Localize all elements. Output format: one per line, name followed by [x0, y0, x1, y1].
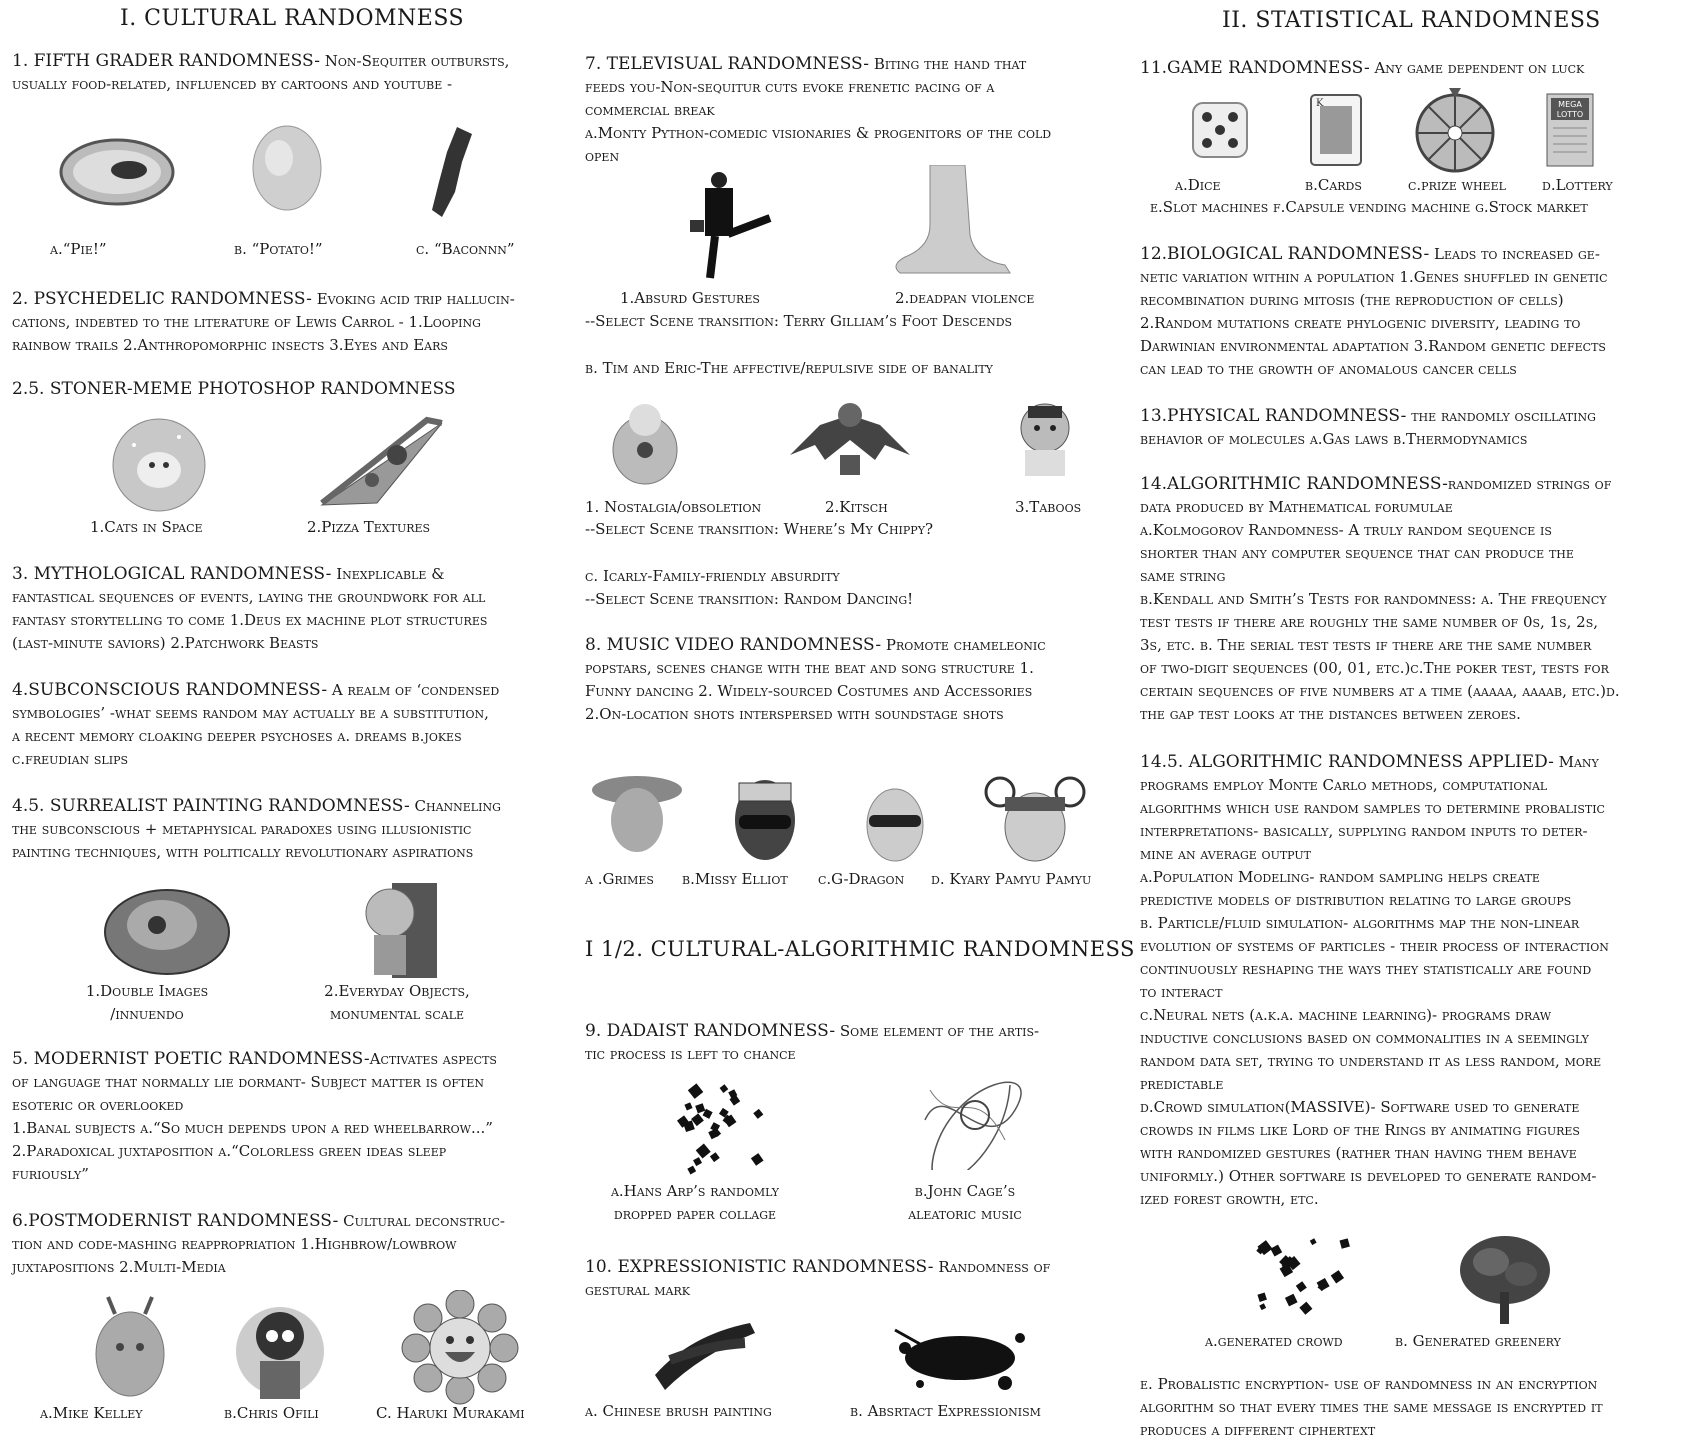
caption-generated-crowd: a.generated crowd [1205, 1332, 1343, 1350]
caption-dice: a.Dice [1175, 176, 1221, 194]
svg-text:LOTTO: LOTTO [1556, 110, 1584, 119]
caption-cats-space: 1.Cats in Space [90, 518, 203, 536]
section-postmodernist: 6.POSTMODERNIST RANDOMNESS- Cultural deconstruc- tion and code-mashing reappropriation 1.Highbrow/lowbrow juxtapositions 2.Multi-Media [12, 1211, 505, 1276]
playing-card-icon [1308, 92, 1364, 168]
mike-kelley-image [80, 1292, 180, 1402]
grimes-image [590, 770, 685, 860]
section-title: 2.5. STONER-MEME PHOTOSHOP RANDOMNESS [12, 379, 456, 399]
caption-pie: a.“Pie!” [50, 240, 107, 258]
svg-text:K: K [1316, 98, 1324, 109]
caption-mike-kelley: a.Mike Kelley [40, 1404, 143, 1422]
fragment-mark [1270, 1245, 1282, 1257]
transition-foot: --Select Scene transition: Terry Gilliam’s Foot Descends [585, 312, 1013, 330]
section-televisual: 7. TELEVISUAL RANDOMNESS- Biting the hand that feeds you-Non-sequitur cuts evoke frenetic pacing of a commercial break a.Monty Python-comedic visionaries & progenitors of the cold open [585, 54, 1052, 165]
transition-chippy: --Select Scene transition: Where’s My Chippy? [585, 520, 933, 538]
section-title: 12.BIOLOGICAL RANDOMNESS- [1140, 244, 1430, 264]
fragment-mark [751, 1153, 764, 1166]
fragment-mark [695, 1103, 705, 1113]
section-title: 8. MUSIC VIDEO RANDOMNESS- [585, 635, 882, 655]
kyary-image [975, 772, 1095, 867]
section-title: 4.SUBCONSCIOUS RANDOMNESS- [12, 680, 328, 700]
section-stoner-meme [12, 378, 560, 401]
taboos-image [1010, 398, 1080, 478]
caption-lottery: d.Lottery [1542, 176, 1613, 194]
pizza-image [317, 415, 447, 510]
caption-nostalgia: 1. Nostalgia/obsoletion [585, 498, 762, 516]
section-title: 5. MODERNIST POETIC RANDOMNESS- [12, 1049, 370, 1069]
fragment-mark [1340, 1238, 1350, 1248]
fragment-mark [696, 1144, 711, 1159]
caption-john-cage: b.John Cage’s aleatoric music [908, 1182, 1022, 1223]
missy-elliot-image [725, 775, 805, 865]
section-algorithmic-applied: 14.5. ALGORITHMIC RANDOMNESS APPLIED- Many programs employ Monte Carlo methods, computational algorithms which use random samples to determine probalistic interpretations- basically, supplying random inputs to deter- mine an average output a.Population Modeling- random sampling helps create predictive models of distribution relating to large groups b. Particle/fluid simulation- algorithms map the non-linear evolution of systems of particles - their process of interaction continuously reshaping the ways they statistically are found to interact c.Neural nets (a.k.a. machine learning)- programs draw inductive conclusions based on commonalities in a seemingly random data set, trying to understand it as less random, more predictable d.Crowd simulation(MASSIVE)- Software used to generate crowds in films like Lord of the Rings by animating figures with randomized gestures (rather than having them behave uniformly.) Other software is developed to generate random- ized forest growth, etc. [1140, 752, 1609, 1208]
brush-painting-image [650, 1315, 760, 1395]
caption-grimes: a .Grimes [585, 870, 654, 888]
section-mythological: 3. MYTHOLOGICAL RANDOMNESS- Inexplicable & fantastical sequences of events, laying the groundwork for all fantasy storytelling to come 1.Deus ex machine plot structures (last-minute saviors) 2.Patchwork Beasts [12, 564, 488, 652]
text-line: usually food-related, influenced by cartoons and youtube - [12, 75, 453, 93]
section-subconscious: 4.SUBCONSCIOUS RANDOMNESS- A realm of ‘condensed symbologies’ -what seems random may actually be a substitution, a recent memory cloaking deeper psychoses a. dreams b.jokes c.freudian slips [12, 680, 500, 768]
section-surrealist: 4.5. SURREALIST PAINTING RANDOMNESS- Channeling the subconscious + metaphysical paradoxes using illusionistic painting techniques, with politically revolutionary aspirations [12, 796, 501, 861]
section-heading-cultural-algorithmic: I 1/2. CULTURAL-ALGORITHMIC RANDOMNESS [585, 937, 1135, 961]
caption-g-dragon: c.G-Dragon [818, 870, 905, 888]
lottery-ticket-icon [1545, 92, 1595, 168]
section-title: 6.POSTMODERNIST RANDOMNESS- [12, 1211, 339, 1231]
arp-collage-image [665, 1078, 765, 1178]
bacon-image [417, 122, 487, 222]
murakami-flower-image [400, 1290, 520, 1405]
nostalgia-image [605, 395, 690, 485]
dice-icon [1185, 95, 1255, 165]
fragment-mark [684, 1102, 692, 1110]
section-psychedelic: 2. PSYCHEDELIC RANDOMNESS- Evoking acid trip hallucin- cations, indebted to the literature of Lewis Carrol - 1.Looping rainbow trails 2.Anthropomorphic insects 3.Eyes and Ears [12, 289, 515, 354]
caption-kitsch: 2.Kitsch [825, 498, 888, 516]
silly-walk-image [670, 170, 780, 285]
caption-cards: b.Cards [1305, 176, 1362, 194]
section-title: 1. FIFTH GRADER RANDOMNESS- [12, 51, 320, 71]
g-dragon-image [855, 775, 935, 865]
fragment-mark [720, 1084, 729, 1093]
fragment-mark [1296, 1281, 1307, 1292]
caption-potato: b. “Potato!” [234, 240, 323, 258]
section-title: 3. MYTHOLOGICAL RANDOMNESS- [12, 564, 332, 584]
caption-hans-arp: a.Hans Arp’s randomly dropped paper collage [610, 1182, 780, 1223]
fragment-mark [1331, 1270, 1344, 1283]
svg-text:MEGA: MEGA [1558, 100, 1582, 109]
section-title: 9. DADAIST RANDOMNESS- [585, 1021, 836, 1041]
section-algorithmic: 14.ALGORITHMIC RANDOMNESS-randomized strings of data produced by Mathematical forumulae a.Kolmogorov Randomness- A truly random sequence is shorter than any computer sequence that can produce the same string b.Kendall and Smith’s Tests for randomness: a. The frequency test tests if there are roughly the same number of 0s, 1s, 2s, 3s, etc. b. The serial test tests if there are the same number of two-digit sequences (00, 01, etc.)c.The poker test, tests for certain sequences of five numbers at a time (aaaaa, aaaab, etc.)d. the gap test looks at the distances between zeroes. [1140, 474, 1620, 723]
section-title: 7. TELEVISUAL RANDOMNESS- [585, 54, 870, 74]
section-title: 13.PHYSICAL RANDOMNESS- [1140, 406, 1407, 426]
abstract-expressionism-image [885, 1318, 1035, 1398]
section-title: 4.5. SURREALIST PAINTING RANDOMNESS- [12, 796, 410, 816]
fragment-mark [1257, 1292, 1266, 1301]
generated-crowd-image [1240, 1232, 1350, 1322]
tim-and-eric-line: b. Tim and Eric-The affective/repulsive side of banality [585, 359, 993, 377]
section-heading: I. CULTURAL RANDOMNESS [120, 6, 465, 31]
section-expressionistic: 10. EXPRESSIONISTIC RANDOMNESS- Randomness of gestural mark [585, 1257, 1051, 1299]
fragment-mark [688, 1083, 703, 1098]
caption-prize-wheel: c.prize wheel [1408, 176, 1506, 194]
potato-image [247, 118, 327, 218]
caption-everyday-objects: 2.Everyday Objects, monumental scale [324, 982, 470, 1023]
pie-image [57, 130, 177, 210]
caption-abstract-expressionism: b. Absrtact Expressionism [850, 1402, 1041, 1420]
cage-score-image [915, 1070, 1025, 1170]
double-images-painting [97, 880, 237, 980]
fragment-mark [687, 1166, 696, 1175]
caption-double-images: 1.Double Images /innuendo [85, 982, 209, 1023]
icarly-block: c. Icarly-Family-friendly absurdity --Select Scene transition: Random Dancing! [585, 567, 914, 608]
probalistic-encryption-block: e. Probalistic encryption- use of randomness in an encryption algorithm so that every times the same message is encrypted it produces a different ciphertext [1140, 1375, 1603, 1439]
section-dadaist: 9. DADAIST RANDOMNESS- Some element of the artis- tic process is left to chance [585, 1021, 1040, 1063]
section-title: 10. EXPRESSIONISTIC RANDOMNESS- [585, 1257, 934, 1277]
caption-missy-elliot: b.Missy Elliot [682, 870, 788, 888]
monumental-bust-painting [352, 875, 442, 980]
section-title: 14.5. ALGORITHMIC RANDOMNESS APPLIED- [1140, 752, 1554, 772]
caption-taboos: 3.Taboos [1015, 498, 1082, 516]
caption-deadpan-violence: 2.deadpan violence [895, 289, 1035, 307]
chris-ofili-image [230, 1296, 330, 1401]
fragment-mark [1259, 1303, 1266, 1310]
section-heading: II. STATISTICAL RANDOMNESS [1222, 8, 1601, 33]
section-title: 11.GAME RANDOMNESS- [1140, 58, 1370, 78]
fragment-mark [1310, 1238, 1317, 1245]
fragment-mark [693, 1157, 702, 1166]
section-music-video: 8. MUSIC VIDEO RANDOMNESS- Promote chameleonic popstars, scenes change with the beat and song structure 1. Funny dancing 2. Widely-sourced Costumes and Accessories 2.On-location shots interspersed with soundstage shots [585, 635, 1046, 723]
game-examples-line: e.Slot machines f.Capsule vending machine g.Stock market [1150, 198, 1588, 216]
section-title: 14.ALGORITHMIC RANDOMNESS- [1140, 474, 1448, 494]
section-biological: 12.BIOLOGICAL RANDOMNESS- Leads to increased ge- netic variation within a population 1.Genes shuffled in genetic recombination during mitosis (the reproduction of cells) 2.Random mutations create phylogenic diversity, leading to Darwinian environmental adaptation 3.Random genetic defects can lead to the growth of anomalous cancer cells [1140, 244, 1608, 378]
section-title: 2. PSYCHEDELIC RANDOMNESS- [12, 289, 312, 309]
section-fifth-grader [12, 50, 560, 96]
caption-kyary: d. Kyary Pamyu Pamyu [931, 870, 1092, 888]
kitsch-bat-image [785, 395, 915, 480]
caption-generated-greenery: b. Generated greenery [1395, 1332, 1561, 1350]
cat-space-image [104, 415, 214, 515]
section-game: 11.GAME RANDOMNESS- Any game dependent on luck [1140, 58, 1585, 78]
fragment-mark [1285, 1294, 1298, 1307]
generated-greenery-image [1455, 1232, 1555, 1327]
caption-brush-painting: a. Chinese brush painting [585, 1402, 772, 1420]
gilliam-foot-image [885, 165, 1015, 275]
section-modernist-poetic: 5. MODERNIST POETIC RANDOMNESS-Activates aspects of language that normally lie dormant- Subject matter is often esoteric or overlooked 1.Banal subjects a.“So much depends upon a red wheelbarrow...” 2.Paradoxical juxtaposition a.“Colorless green ideas sleep furiously” [12, 1049, 497, 1183]
text-line: Non-Sequiter outbursts, [324, 52, 510, 70]
caption-absurd-gestures: 1.Absurd Gestures [620, 289, 760, 307]
caption-haruki-murakami: C. Haruki Murakami [376, 1404, 525, 1422]
caption-pizza: 2.Pizza Textures [307, 518, 431, 536]
fragment-mark [753, 1109, 763, 1119]
fragment-mark [1299, 1302, 1312, 1315]
caption-bacon: c. “Baconnn” [416, 240, 515, 258]
section-physical: 13.PHYSICAL RANDOMNESS- the randomly oscillating behavior of molecules a.Gas laws b.Thermodynamics [1140, 406, 1596, 448]
prize-wheel-icon [1412, 88, 1498, 174]
fragment-mark [710, 1152, 720, 1162]
caption-chris-ofili: b.Chris Ofili [224, 1404, 319, 1422]
